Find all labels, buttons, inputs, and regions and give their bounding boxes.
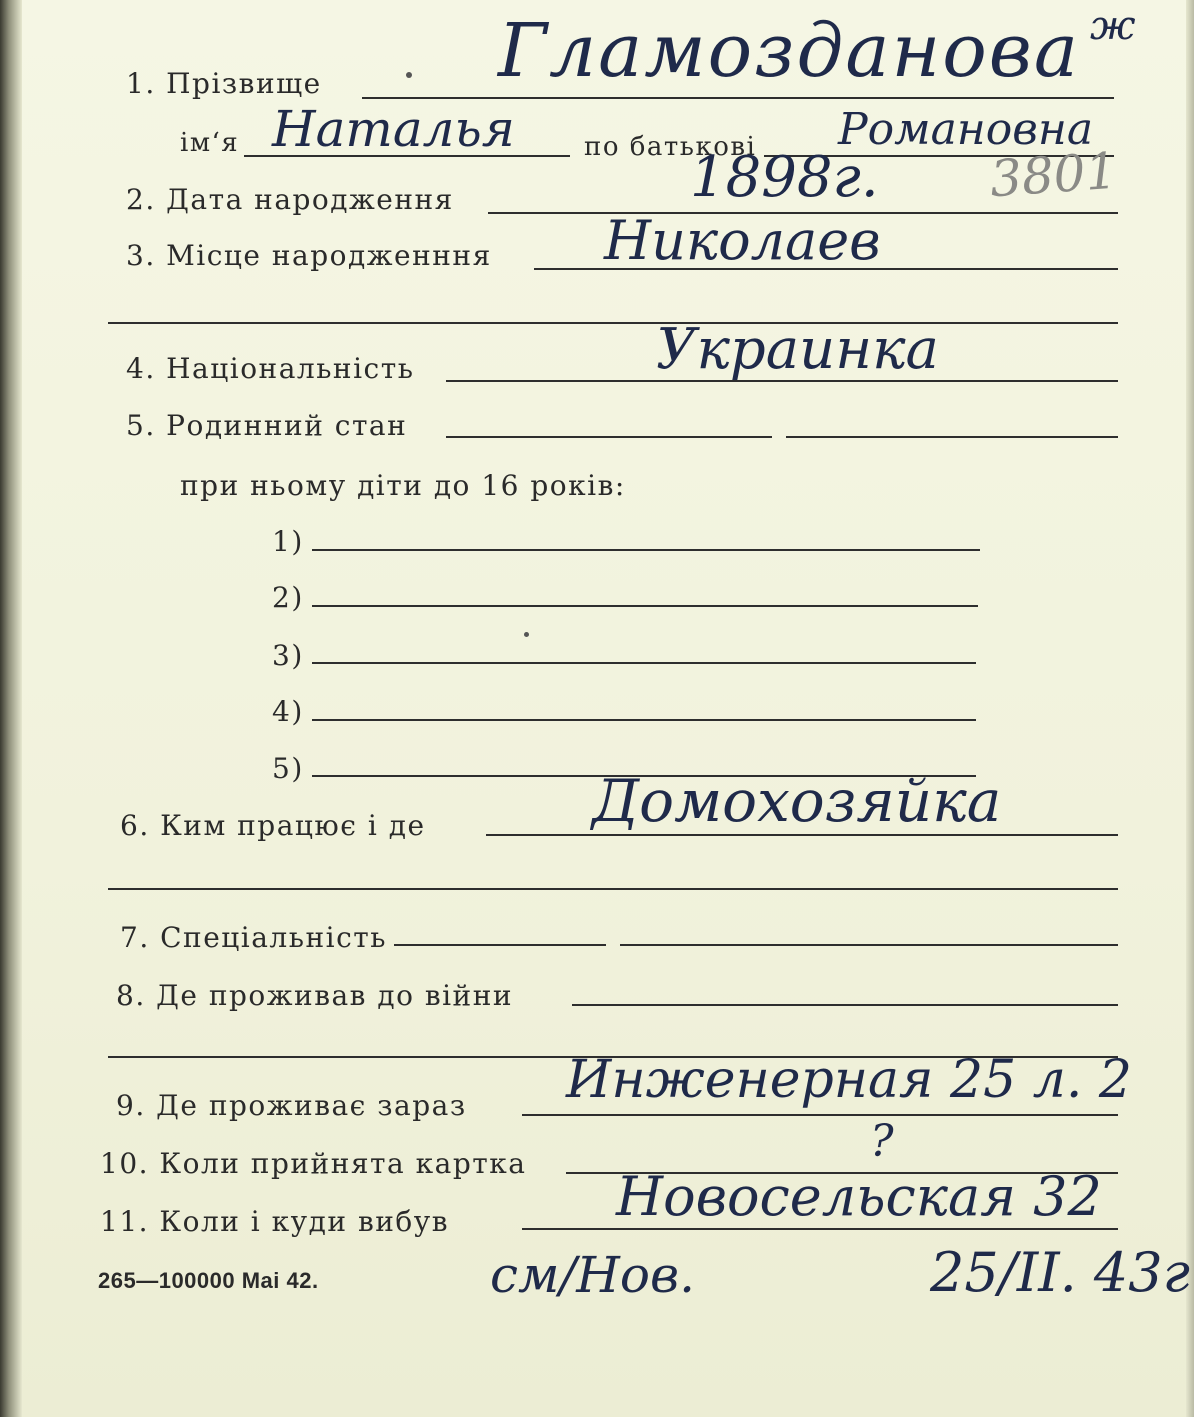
name-handwritten: Наталья xyxy=(272,100,515,158)
specialty-line-2 xyxy=(620,944,1118,946)
child-1-label: 1) xyxy=(272,525,304,558)
birth-place-extra-line xyxy=(108,322,1118,324)
birth-place-label: 3. Місце народженння xyxy=(126,239,492,272)
patronymic-handwritten: Романовна xyxy=(838,104,1094,155)
departed-line xyxy=(522,1228,1118,1230)
ink-dot xyxy=(406,72,412,78)
work-handwritten: Домохозяйка xyxy=(592,767,1002,835)
current-line xyxy=(522,1114,1118,1116)
card-left-edge xyxy=(0,0,22,1417)
ink-dot xyxy=(524,632,529,637)
marital-line xyxy=(446,436,772,438)
child-3-label: 3) xyxy=(272,639,304,672)
prewar-label: 8. Де проживав до війни xyxy=(116,979,514,1012)
children-label: при ньому діти до 16 років: xyxy=(180,469,626,502)
specialty-line xyxy=(394,944,606,946)
departed-label: 11. Коли і куди вибув xyxy=(100,1205,449,1238)
marital-label: 5. Родинний стан xyxy=(126,409,408,442)
current-address-handwritten: Инженерная 25 л. 2 xyxy=(566,1050,1132,1110)
patronymic-label: по батькові xyxy=(584,132,757,162)
name-label: ім‘я xyxy=(180,128,240,158)
card-right-edge xyxy=(1186,0,1194,1417)
birth-date-handwritten: 1898г. xyxy=(690,145,879,210)
nationality-label: 4. Національність xyxy=(126,352,415,385)
departed-handwritten: Новосельская 32 xyxy=(616,1165,1102,1228)
work-label: 6. Ким працює і де xyxy=(120,809,426,842)
child-4-label: 4) xyxy=(272,695,304,728)
prewar-line xyxy=(572,1004,1118,1006)
card-accepted-label: 10. Коли прийнята картка xyxy=(100,1147,527,1180)
surname-label: 1. Прізвище xyxy=(126,67,322,100)
corner-mark: ж xyxy=(1090,3,1136,49)
nationality-handwritten: Украинка xyxy=(656,317,939,382)
current-label: 9. Де проживає зараз xyxy=(116,1089,467,1122)
birth-place-handwritten: Николаев xyxy=(604,209,881,272)
marital-line-2 xyxy=(786,436,1118,438)
note-handwritten: см/Нов. xyxy=(490,1246,696,1304)
surname-handwritten: Гламозданова xyxy=(498,8,1080,94)
child-3-line xyxy=(312,662,976,664)
question-mark-handwritten: ? xyxy=(870,1116,894,1167)
specialty-label: 7. Спеціальність xyxy=(120,921,387,954)
child-2-line xyxy=(312,605,978,607)
print-number: 265—100000 Mai 42. xyxy=(98,1268,319,1293)
date-handwritten: 25/II. 43г xyxy=(930,1241,1190,1304)
child-4-line xyxy=(312,719,976,721)
birth-date-label: 2. Дата народження xyxy=(126,183,454,216)
record-number: 3801 xyxy=(988,141,1120,209)
child-2-label: 2) xyxy=(272,581,304,614)
surname-line xyxy=(362,97,1114,99)
child-1-line xyxy=(312,549,980,551)
child-5-label: 5) xyxy=(272,752,304,785)
work-extra-line xyxy=(108,888,1118,890)
